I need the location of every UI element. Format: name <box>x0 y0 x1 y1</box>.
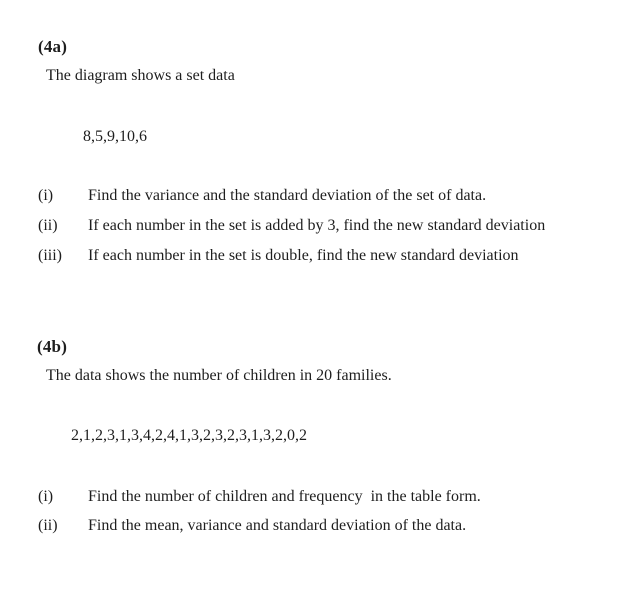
question-text: If each number in the set is added by 3, find the new standard deviation <box>88 217 546 234</box>
section-4b-header: (4b) <box>37 337 68 356</box>
question-text: Find the number of children and frequency in the table form. <box>88 488 481 505</box>
section-4b-intro: The data shows the number of children in 20 families. <box>46 367 392 384</box>
question-number: (iii) <box>38 247 62 264</box>
question-text: Find the variance and the standard deviation of the set of data. <box>88 187 487 204</box>
section-4b-data-set: 2,1,2,3,1,3,4,2,4,1,3,2,3,2,3,1,3,2,0,2 <box>71 427 307 444</box>
question-number: (ii) <box>38 217 58 234</box>
question-number: (ii) <box>38 517 58 534</box>
question-4b-i <box>38 487 620 507</box>
question-4a-i <box>38 186 620 206</box>
question-4a-iii <box>38 246 620 266</box>
question-4a-ii <box>38 216 620 236</box>
question-text: If each number in the set is double, find the new standard deviation <box>88 247 519 264</box>
section-4a-header: (4a) <box>38 37 68 56</box>
question-4b-ii <box>38 516 620 536</box>
section-4a-intro: The diagram shows a set data <box>46 67 235 84</box>
question-text: Find the mean, variance and standard deviation of the data. <box>88 517 467 534</box>
question-number: (i) <box>38 488 54 505</box>
question-number: (i) <box>38 187 54 204</box>
section-4a-data-set: 8,5,9,10,6 <box>83 128 147 145</box>
